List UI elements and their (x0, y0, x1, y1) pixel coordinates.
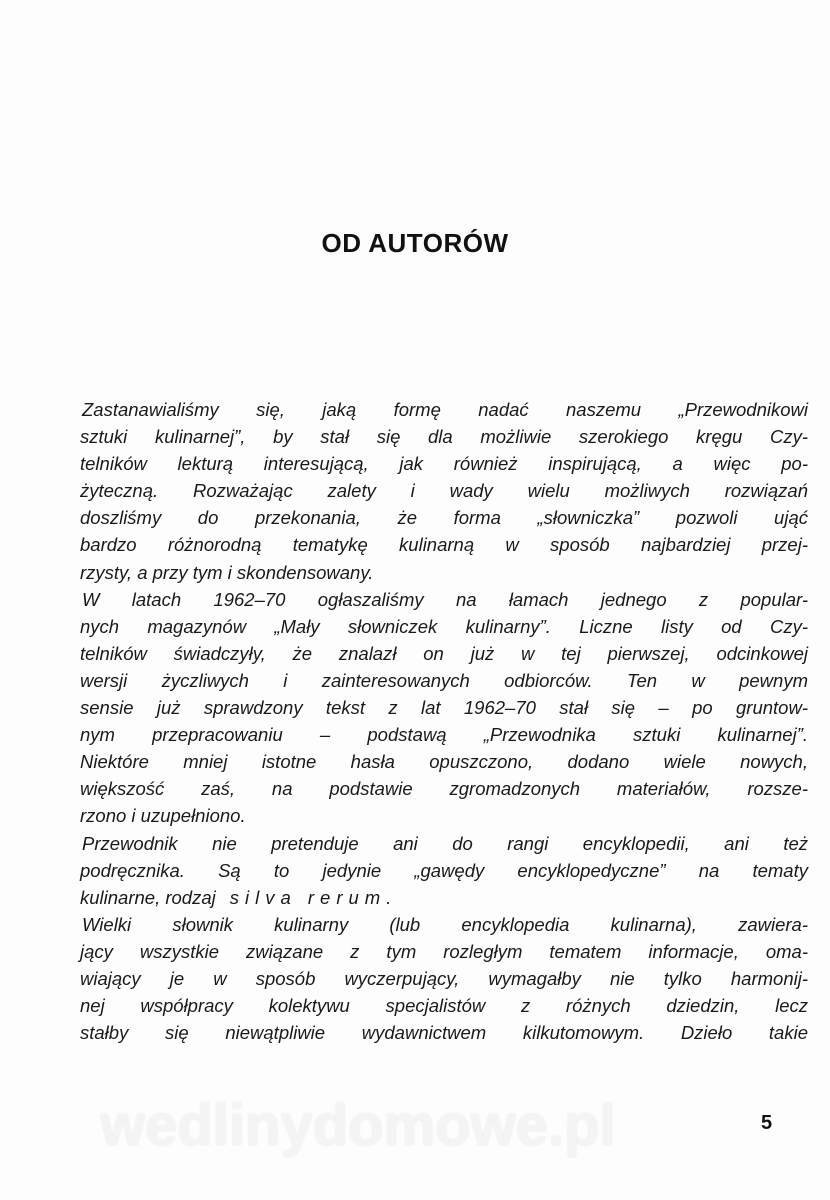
text-line: Niektóre mniej istotne hasła opuszczono, dodano wiele nowych, (80, 751, 808, 773)
text-line: nej współpracy kolektywu specjalistów z różnych dziedzin, lecz (80, 995, 808, 1017)
paragraph-4 (80, 911, 808, 1046)
page-title: OD AUTORÓW (321, 228, 509, 258)
text-line: telników świadczyły, że znalazł on już w tej pierwszej, odcinkowej (80, 642, 808, 664)
text-line: sztuki kulinarnej”, by stał się dla możliwie szerokiego kręgu Czy- (80, 426, 808, 448)
body-text (80, 396, 808, 1046)
text-line: W latach 1962–70 ogłaszaliśmy na łamach jednego z popular- (82, 588, 808, 610)
text-line: sensie już sprawdzony tekst z lat 1962–70 stał się – po gruntow- (80, 697, 808, 719)
text-line: Zastanawialiśmy się, jaką formę nadać naszemu „Przewodnikowi (82, 399, 808, 420)
watermark: wedlinydomowe.pl (100, 1093, 616, 1158)
text-line: Wielki słownik kulinarny (lub encyklopedia kulinarna), zawiera- (82, 913, 808, 935)
text-line: wiający je w sposób wyczerpujący, wymagałby nie tylko harmonij- (80, 967, 808, 989)
text-line: bardzo różnorodną tematykę kulinarną w sposób najbardziej przej- (80, 534, 808, 556)
text-line: wersji życzliwych i zainteresowanych odbiorców. Ten w pewnym (80, 669, 808, 691)
text-fragment: kulinarne, rodzaj (80, 886, 216, 908)
text-line: rzono i uzupełniono. (80, 805, 246, 827)
text-line (80, 884, 808, 911)
text-line: doszliśmy do przekonania, że forma „słowniczka” pozwoli ująć (80, 507, 808, 529)
text-line: stałby się niewątpliwie wydawnictwem kilkutomowym. Dzieło takie (80, 1022, 808, 1044)
text-line: nych magazynów „Mały słowniczek kulinarny”. Liczne listy od Czy- (80, 615, 808, 637)
latin-term: silva rerum. (229, 886, 398, 908)
text-line: rzysty, a przy tym i skondensowany. (80, 561, 374, 583)
text-line: telników lekturą interesującą, jak również inspirującą, a więc po- (80, 453, 808, 475)
paragraph-3 (80, 830, 808, 911)
text-line: podręcznika. Są to jedynie „gawędy encyklopedyczne” na tematy (80, 859, 808, 881)
text-line: większość zaś, na podstawie zgromadzonych materiałów, rozsze- (80, 778, 808, 800)
text-line: jący wszystkie związane z tym rozległym tematem informacje, oma- (80, 940, 808, 962)
page-number: 5 (761, 1112, 773, 1134)
text-line: żyteczną. Rozważając zalety i wady wielu możliwych rozwiązań (80, 480, 808, 502)
paragraph-2 (80, 586, 808, 830)
text-line: nym przepracowaniu – podstawą „Przewodnika sztuki kulinarnej”. (80, 724, 808, 746)
paragraph-1 (80, 396, 808, 586)
text-line: Przewodnik nie pretenduje ani do rangi encyklopedii, ani też (82, 832, 808, 854)
